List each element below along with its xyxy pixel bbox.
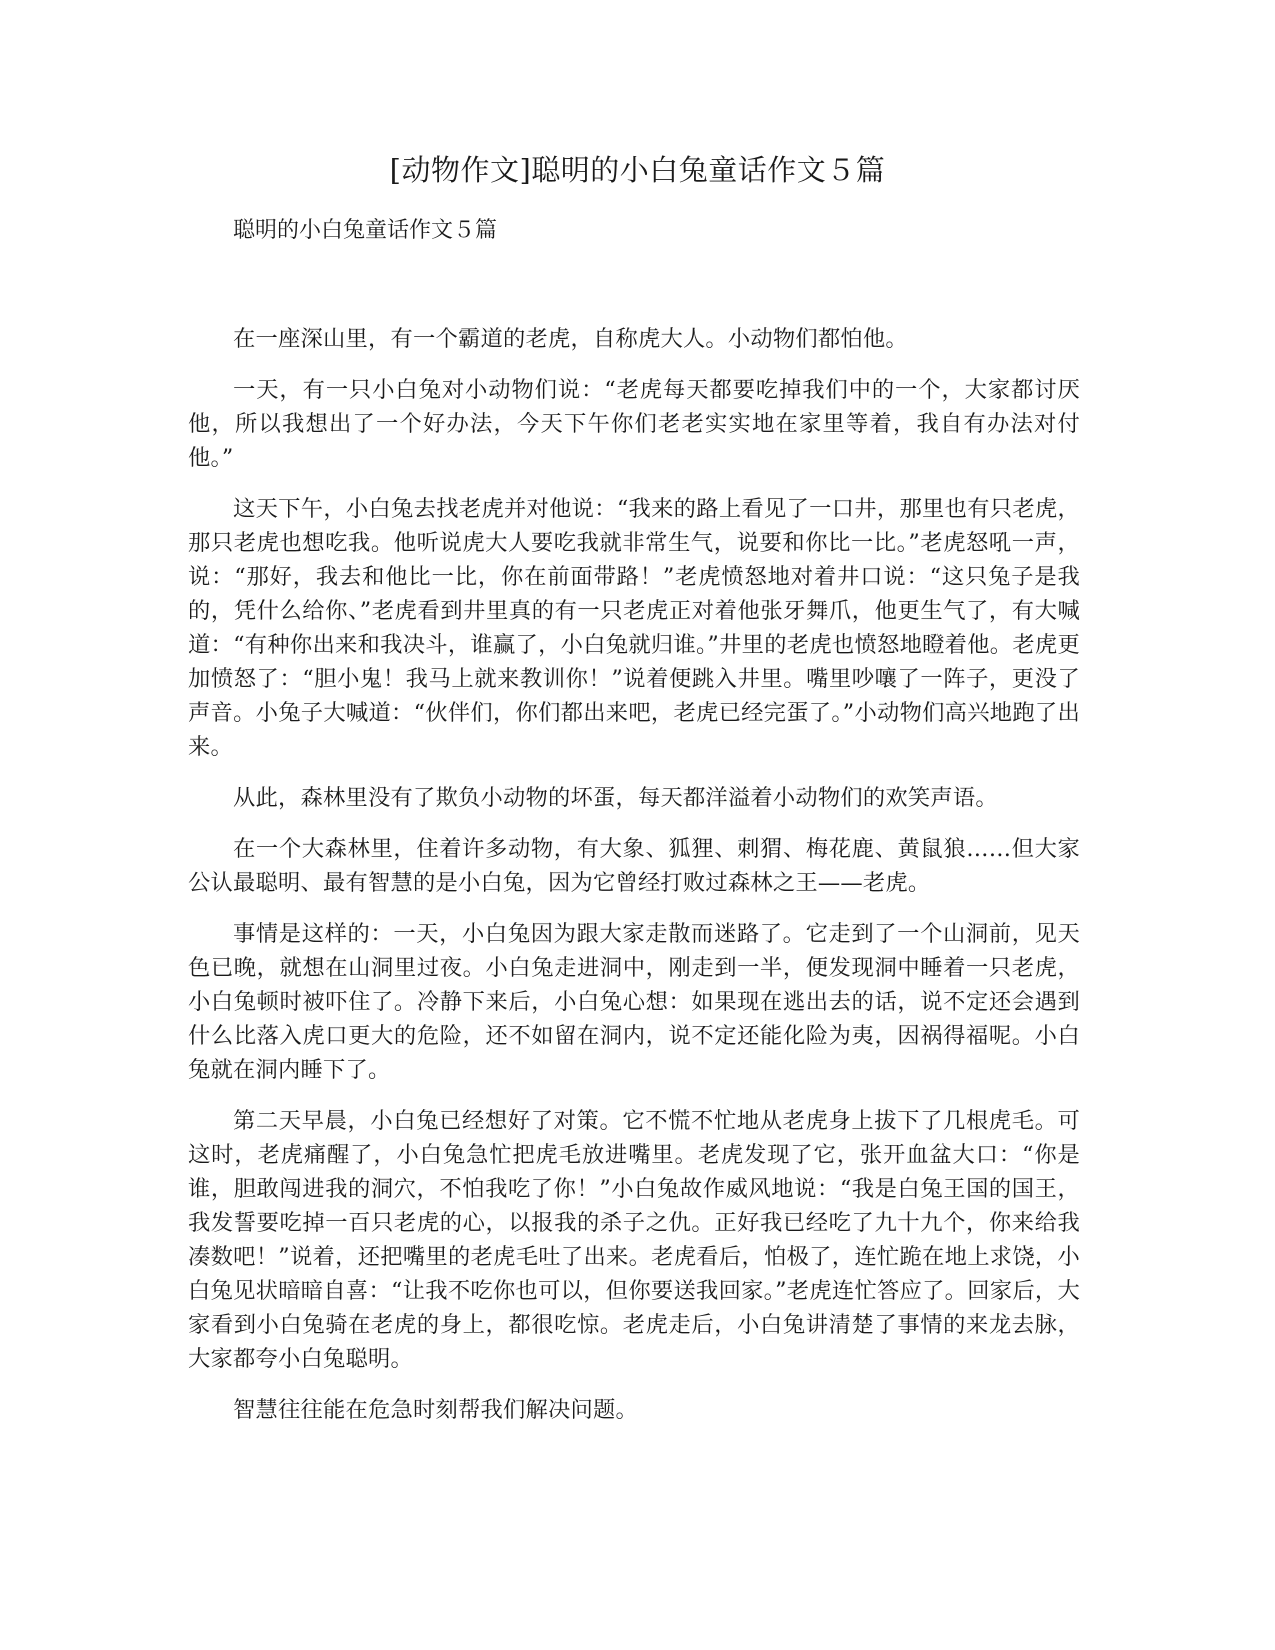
paragraph: 这天下午，小白兔去找老虎并对他说：“我来的路上看见了一口井，那里也有只老虎，那只老虎也想吃我。他听说虎大人要吃我就非常生气，说要和你比一比。”老虎怒吼一声，说：“那好，我去和他比一比，你在前面带路！”老虎愤怒地对着井口说：“这只兔子是我的，凭什么给你、”老虎看到井里真的有一只老虎正对着他张牙舞爪，他更生气了，有大喊道：“有种你出来和我决斗，谁赢了，小白兔就归谁。”井里的老虎也愤怒地瞪着他。老虎更加愤怒了：“胆小鬼！我马上就来教训你！”说着便跳入井里。嘴里吵嚷了一阵子，更没了声音。小兔子大喊道：“伙伴们，你们都出来吧，老虎已经完蛋了。”小动物们高兴地跑了出来。 — [188, 496, 1080, 760]
paragraph: 一天，有一只小白兔对小动物们说：“老虎每天都要吃掉我们中的一个，大家都讨厌他，所以我想出了一个好办法，今天下午你们老老实实地在家里等着，我自有办法对付他。” — [188, 377, 1080, 471]
paragraph: 事情是这样的：一天，小白兔因为跟大家走散而迷路了。它走到了一个山洞前，见天色已晚，就想在山洞里过夜。小白兔走进洞中，刚走到一半，便发现洞中睡着一只老虎，小白兔顿时被吓住了。冷静下来后，小白兔心想：如果现在逃出去的话，说不定还会遇到什么比落入虎口更大的危险，还不如留在洞内，说不定还能化险为夷，因祸得福呢。小白兔就在洞内睡下了。 — [188, 921, 1080, 1083]
document-subtitle: 聪明的小白兔童话作文５篇 — [233, 218, 498, 243]
paragraph: 在一个大森林里，住着许多动物，有大象、狐狸、刺猬、梅花鹿、黄鼠狼……但大家公认最聪明、最有智慧的是小白兔，因为它曾经打败过森林之王——老虎。 — [188, 836, 1080, 896]
paragraph: 在一座深山里，有一个霸道的老虎，自称虎大人。小动物们都怕他。 — [233, 326, 908, 352]
document-body — [188, 322, 1080, 1444]
paragraph: 从此，森林里没有了欺负小动物的坏蛋，每天都洋溢着小动物们的欢笑声语。 — [233, 785, 998, 811]
paragraph: 第二天早晨，小白兔已经想好了对策。它不慌不忙地从老虎身上拔下了几根虎毛。可这时，老虎痛醒了，小白兔急忙把虎毛放进嘴里。老虎发现了它，张开血盆大口：“你是谁，胆敢闯进我的洞穴，不怕我吃了你！”小白兔故作威风地说：“我是白兔王国的国王，我发誓要吃掉一百只老虎的心，以报我的杀子之仇。正好我已经吃了九十九个，你来给我凑数吧！”说着，还把嘴里的老虎毛吐了出来。老虎看后，怕极了，连忙跪在地上求饶，小白兔见状暗暗自喜：“让我不吃你也可以，但你要送我回家。”老虎连忙答应了。回家后，大家看到小白兔骑在老虎的身上，都很吃惊。老虎走后，小白兔讲清楚了事情的来龙去脉，大家都夸小白兔聪明。 — [188, 1108, 1080, 1372]
document-title: [动物作文]聪明的小白兔童话作文５篇 — [389, 153, 886, 187]
paragraph: 智慧往往能在危急时刻帮我们解决问题。 — [233, 1397, 638, 1423]
